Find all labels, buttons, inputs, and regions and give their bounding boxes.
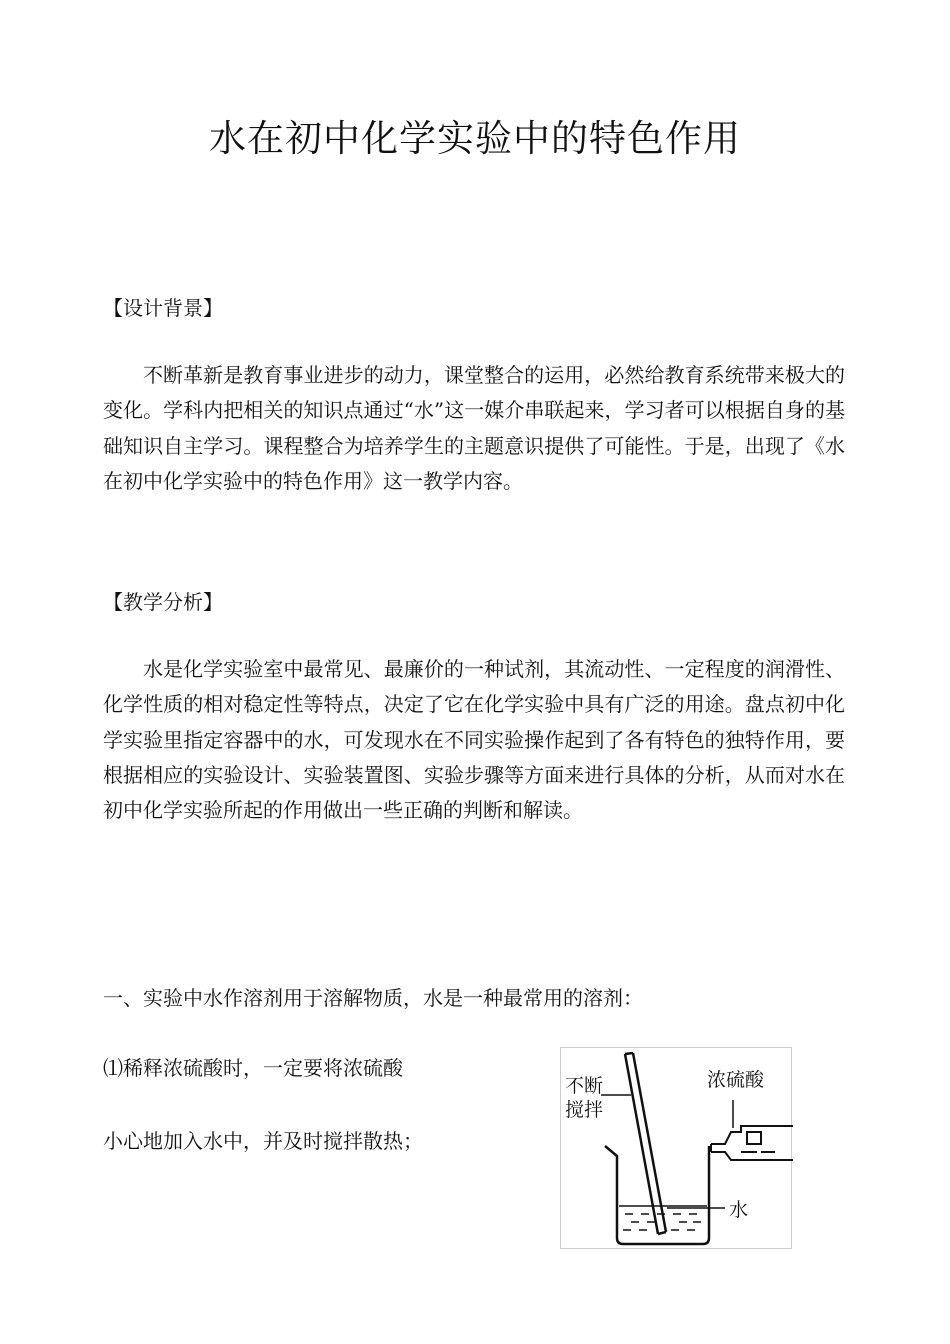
paragraph-teaching-analysis: 水是化学实验室中最常见、最廉价的一种试剂，其流动性、一定程度的润滑性、化学性质的相对稳定性等特点，决定了它在化学实验中具有广泛的用途。盘点初中化学实验里指定容器中的水，可发现水在不同实验操作起到了各有特色的独特作用，要根据相应的实验设计、实验装置图、实验步骤等方面来进行具体的分析，从而对水在初中化学实验所起的作用做出一些正确的判断和解读。 bbox=[103, 657, 845, 823]
label-stir: 搅拌 bbox=[565, 1099, 604, 1121]
acid-bottle bbox=[711, 1126, 793, 1160]
section-heading-design-background: 【设计背景】 bbox=[103, 296, 223, 320]
label-water: 水 bbox=[729, 1199, 749, 1221]
section-heading-teaching-analysis: 【教学分析】 bbox=[103, 590, 223, 614]
paragraph-design-background: 不断革新是教育事业进步的动力，课堂整合的运用，必然给教育系统带来极大的变化。学科内把相关的知识点通过“水”这一媒介串联起来，学习者可以根据自身的基础知识自主学习。课程整合为培养学生的主题意识提供了可能性。于是，出现了《水在初中化学实验中的特色作用》这一教学内容。 bbox=[103, 363, 845, 493]
glass-rod bbox=[625, 1053, 666, 1234]
item-one-heading: 一、实验中水作溶剂用于溶解物质，水是一种最常用的溶剂： bbox=[103, 986, 643, 1010]
acid-dilution-figure bbox=[560, 1047, 792, 1249]
item-one-sub-line-1: ⑴稀释浓硫酸时，一定要将浓硫酸 bbox=[103, 1056, 403, 1080]
label-continuous: 不断 bbox=[565, 1075, 604, 1097]
item-one-sub-line-2: 小心地加入水中，并及时搅拌散热； bbox=[103, 1129, 423, 1153]
document-title: 水在初中化学实验中的特色作用 bbox=[209, 117, 741, 160]
label-concentrated-sulfuric-acid: 浓硫酸 bbox=[707, 1069, 765, 1091]
